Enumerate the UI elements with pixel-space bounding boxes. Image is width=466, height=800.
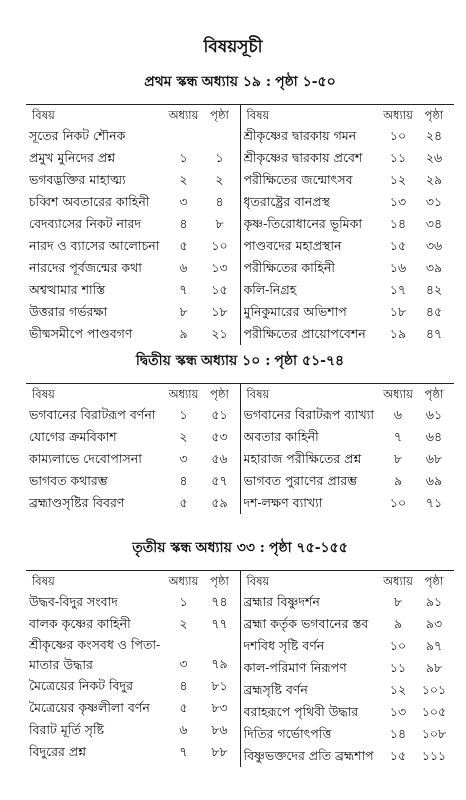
toc-page: ৭৭ xyxy=(211,616,228,631)
toc-topic: বিষ্ণুভক্তদের প্রতি ব্রহ্মশাপ xyxy=(243,748,374,763)
toc-chapter: ১৩ xyxy=(389,194,407,209)
toc-table xyxy=(26,104,454,345)
toc-chapter: ৩ xyxy=(179,656,188,671)
section-part: প্রথম স্কন্ধ xyxy=(144,74,198,90)
toc-topic: চব্বিশ অবতারের কাহিনী xyxy=(29,194,150,209)
toc-row xyxy=(29,719,237,741)
toc-page: ৪৭ xyxy=(425,326,443,341)
toc-page: ২৬ xyxy=(425,150,443,165)
section-heading xyxy=(26,536,454,560)
toc-page: ২ xyxy=(215,172,224,187)
toc-chapter: ৩ xyxy=(179,194,188,209)
toc-row xyxy=(244,745,452,767)
toc-row xyxy=(244,679,452,701)
toc-header-row xyxy=(29,384,237,404)
toc-chapter: ১১ xyxy=(389,150,407,165)
toc-chapter: ৮ xyxy=(393,594,403,609)
toc-page: ২৪ xyxy=(425,128,443,143)
toc-row xyxy=(29,213,237,235)
toc-column-right xyxy=(241,105,455,345)
toc-topic: পাণ্ডবদের মহাপ্রস্থান xyxy=(243,238,342,253)
toc-page: ৪২ xyxy=(425,282,443,297)
toc-row xyxy=(29,235,237,257)
toc-page: ৭৯ xyxy=(211,656,228,671)
section-page-range: পৃষ্ঠা ১-৫০ xyxy=(275,74,336,90)
toc-header-row xyxy=(29,571,237,591)
section-chapter-count: অধ্যায় ১০ : xyxy=(200,353,271,369)
toc-row xyxy=(29,492,237,514)
toc-chapter: ৪ xyxy=(179,473,188,488)
toc-topic: বালক কৃষ্ণের কাহিনী xyxy=(29,616,131,631)
toc-topic: ভগবানের বিরাটরূপ বর্ণনা xyxy=(29,407,156,422)
toc-topic: উদ্ধব-বিদুর সংবাদ xyxy=(29,594,118,609)
toc-page: ৩৪ xyxy=(425,216,443,231)
toc-row xyxy=(29,404,237,426)
toc-topic: পরীক্ষিতের প্রায়োপবেশন xyxy=(243,326,366,341)
toc-topic: ধৃতরাষ্ট্রের বানপ্রস্থ xyxy=(243,194,330,209)
toc-chapter: ৯ xyxy=(179,326,188,341)
toc-page: ২৯ xyxy=(425,172,443,187)
header-topic: বিষয় xyxy=(246,108,270,122)
section-heading xyxy=(26,70,454,94)
header-chapter: অধ্যায় xyxy=(383,387,413,401)
toc-row xyxy=(244,125,452,147)
toc-topic: ব্রহ্মার বিষ্ণুদর্শন xyxy=(243,594,320,609)
toc-chapter: ১ xyxy=(179,594,188,609)
toc-topic: মৈত্রেয়ের নিকট বিদুর xyxy=(29,678,133,693)
toc-page: ৩৯ xyxy=(425,260,443,275)
toc-topic: উত্তরার গর্ভরক্ষা xyxy=(29,304,108,319)
toc-chapter: ২ xyxy=(179,172,188,187)
toc-header-row xyxy=(244,384,452,404)
toc-row xyxy=(244,723,452,745)
toc-row xyxy=(244,635,452,657)
toc-topic: অবতার কাহিনী xyxy=(243,429,319,444)
toc-topic: বরাহরূপে পৃথিবী উদ্ধার xyxy=(243,704,359,719)
section-part: তৃতীয় স্কন্ধ xyxy=(132,540,192,556)
toc-topic: নারদ ও ব্যাসের আলোচনা xyxy=(29,238,160,253)
toc-topic: ভগবদ্ভক্তির মাহাত্ম্য xyxy=(29,172,126,187)
header-chapter: অধ্যায় xyxy=(168,108,199,122)
toc-page: ১১১ xyxy=(421,748,447,763)
toc-column-left xyxy=(26,384,240,514)
header-page: পৃষ্ঠা xyxy=(210,574,229,588)
toc-chapter: ১৪ xyxy=(389,726,407,741)
toc-column-right xyxy=(241,384,455,514)
toc-topic: মহারাজ পরীক্ষিতের প্রশ্ন xyxy=(243,451,362,466)
toc-page: ৫৩ xyxy=(211,429,228,444)
toc-page: ৯৭ xyxy=(425,638,443,653)
toc-page: ১ xyxy=(215,150,224,165)
section-page-range: পৃষ্ঠা ৭৫-১৫৫ xyxy=(268,540,348,556)
header-page: পৃষ্ঠা xyxy=(424,387,444,401)
toc-chapter: ১০ xyxy=(389,128,407,143)
toc-topic: ব্রহ্মাণ্ডসৃষ্টির বিবরণ xyxy=(29,495,125,510)
toc-chapter: ৫ xyxy=(179,700,188,715)
toc-page: ৮৩ xyxy=(211,700,228,715)
toc-page: ৬৯ xyxy=(425,473,443,488)
toc-row xyxy=(29,125,237,147)
toc-chapter: ১৫ xyxy=(389,748,407,763)
toc-row xyxy=(29,635,237,675)
toc-page: ৯৮ xyxy=(425,660,443,675)
toc-topic: ভাগবত পুরাণের প্রারম্ভ xyxy=(243,473,358,488)
header-page: পৃষ্ঠা xyxy=(210,387,229,401)
toc-chapter: ২ xyxy=(179,616,188,631)
toc-page: ৭১ xyxy=(425,495,443,510)
header-topic: বিষয় xyxy=(32,387,55,401)
toc-row xyxy=(29,448,237,470)
toc-chapter: ৫ xyxy=(179,495,188,510)
toc-page: ৮১ xyxy=(211,678,228,693)
toc-row xyxy=(29,613,237,635)
toc-chapter: ১১ xyxy=(389,660,407,675)
toc-page: ১০৮ xyxy=(421,726,447,741)
toc-page: ৩৬ xyxy=(425,238,443,253)
toc-chapter: ৫ xyxy=(179,238,188,253)
toc-chapter: ৯ xyxy=(393,473,403,488)
toc-chapter: ১২ xyxy=(389,172,407,187)
toc-header-row xyxy=(29,105,237,125)
toc-topic: বেদব্যাসের নিকট নারদ xyxy=(29,216,142,231)
toc-table xyxy=(26,570,454,767)
header-page: পৃষ্ঠা xyxy=(210,108,229,122)
toc-topic: দশ-লক্ষণ ব্যাখ্যা xyxy=(243,495,323,510)
toc-row xyxy=(29,426,237,448)
toc-row xyxy=(244,613,452,635)
toc-column-right xyxy=(241,571,455,767)
header-chapter: অধ্যায় xyxy=(383,108,413,122)
toc-chapter: ৬ xyxy=(393,407,403,422)
toc-row xyxy=(29,741,237,763)
toc-topic: কলি-নিগ্রহ xyxy=(243,282,297,297)
toc-chapter: ১৫ xyxy=(389,238,407,253)
header-topic: বিষয় xyxy=(246,574,270,588)
section-chapter-count: অধ্যায় ১৯ : xyxy=(201,74,272,90)
toc-page: ১৮ xyxy=(211,304,228,319)
toc-row xyxy=(244,213,452,235)
toc-row xyxy=(244,235,452,257)
toc-page: ১৩ xyxy=(211,260,228,275)
toc-topic: বিদুরের প্রশ্ন xyxy=(29,744,87,759)
toc-column-left xyxy=(26,105,240,345)
toc-page: ৮৮ xyxy=(211,744,228,759)
toc-chapter: ১৭ xyxy=(389,282,407,297)
toc-row xyxy=(29,279,237,301)
section-chapter-count: অধ্যায় ৩৩ : xyxy=(195,540,265,556)
toc-page: ১৫ xyxy=(211,282,228,297)
toc-topic: পরীক্ষিতের জন্মোৎসব xyxy=(243,172,353,187)
toc-page: ২১ xyxy=(211,326,228,341)
toc-chapter: ৮ xyxy=(393,451,403,466)
toc-topic: কৃষ্ণ-তিরোধানের ভূমিকা xyxy=(243,216,362,231)
toc-topic: কাম্যলাভে দেবোপাসনা xyxy=(29,451,142,466)
toc-row xyxy=(29,191,237,213)
toc-page: ১০১ xyxy=(421,682,447,697)
toc-chapter: ৪ xyxy=(179,216,188,231)
toc-page: ৯৩ xyxy=(425,616,443,631)
toc-topic: পরীক্ষিতের কাহিনী xyxy=(243,260,335,275)
toc-row xyxy=(244,591,452,613)
toc-topic: মৈত্রেয়ের কৃষ্ণলীলা বর্ণন xyxy=(29,700,150,715)
toc-chapter: ১ xyxy=(179,150,188,165)
toc-chapter: ১০ xyxy=(389,638,407,653)
toc-topic: মুনিকুমারের অভিশাপ xyxy=(243,304,347,319)
toc-row xyxy=(29,169,237,191)
section-heading xyxy=(26,349,454,373)
toc-row xyxy=(244,404,452,426)
toc-topic: নারদের পূর্বজন্মের কথা xyxy=(29,260,142,275)
toc-chapter: ১৯ xyxy=(389,326,407,341)
section-second-skandha xyxy=(26,349,454,514)
toc-chapter: ১০ xyxy=(389,495,407,510)
toc-page: ৯১ xyxy=(425,594,443,609)
header-chapter: অধ্যায় xyxy=(168,387,199,401)
section-first-skandha xyxy=(26,70,454,345)
toc-page: ৩১ xyxy=(425,194,443,209)
toc-topic: ভগবানের বিরাটরূপ ব্যাখ্যা xyxy=(243,407,374,422)
toc-page: ৪ xyxy=(215,194,224,209)
toc-page: ৫৬ xyxy=(211,451,228,466)
toc-topic: শ্রীকৃষ্ণের কংসবধ ও পিতা-মাতার উদ্ধার xyxy=(29,637,161,672)
toc-row xyxy=(29,470,237,492)
toc-row xyxy=(244,701,452,723)
toc-page: ১০ xyxy=(211,238,228,253)
toc-page: ৭৪ xyxy=(211,594,228,609)
toc-row xyxy=(244,323,452,345)
header-page: পৃষ্ঠা xyxy=(424,574,444,588)
toc-row xyxy=(29,147,237,169)
toc-page: ১০৫ xyxy=(421,704,447,719)
toc-page: ৫১ xyxy=(211,407,228,422)
header-topic: বিষয় xyxy=(32,108,55,122)
toc-chapter: ১৮ xyxy=(389,304,407,319)
toc-topic: সূতের নিকট শৌনক xyxy=(29,128,126,143)
toc-chapter: ৯ xyxy=(393,616,403,631)
toc-chapter: ৭ xyxy=(393,429,403,444)
toc-page: ৬৮ xyxy=(425,451,443,466)
toc-page: ৬৪ xyxy=(425,429,443,444)
toc-chapter: ২ xyxy=(179,429,188,444)
toc-chapter: ৬ xyxy=(179,260,188,275)
section-page-range: পৃষ্ঠা ৫১-৭৪ xyxy=(274,353,345,369)
section-part: দ্বিতীয় স্কন্ধ xyxy=(135,353,197,369)
toc-topic: শ্রীকৃষ্ণের দ্বারকায় গমন xyxy=(243,128,357,143)
toc-topic: শ্রীকৃষ্ণের দ্বারকায় প্রবেশ xyxy=(243,150,363,165)
toc-chapter: ১৬ xyxy=(389,260,407,275)
toc-page: ৬১ xyxy=(425,407,443,422)
toc-topic: ব্রহ্মা কর্তৃক ভগবানের স্তব xyxy=(243,616,369,631)
header-topic: বিষয় xyxy=(32,574,55,588)
toc-chapter: ৭ xyxy=(179,282,188,297)
toc-page: ৮ xyxy=(215,216,224,231)
toc-page: ৪৫ xyxy=(425,304,443,319)
toc-chapter: ৮ xyxy=(179,304,188,319)
toc-row xyxy=(29,591,237,613)
toc-topic: বিরাট মূর্তি সৃষ্টি xyxy=(29,722,105,737)
toc-row xyxy=(29,301,237,323)
toc-chapter: ৪ xyxy=(179,678,188,693)
toc-row xyxy=(244,169,452,191)
toc-chapter: ৩ xyxy=(179,451,188,466)
page-title: বিষয়সূচী xyxy=(203,37,263,57)
toc-chapter: ১৩ xyxy=(389,704,407,719)
toc-row xyxy=(244,492,452,514)
header-chapter: অধ্যায় xyxy=(383,574,413,588)
section-third-skandha xyxy=(26,536,454,767)
toc-row xyxy=(244,448,452,470)
toc-row xyxy=(244,147,452,169)
toc-row xyxy=(244,301,452,323)
toc-topic: ভাগবত কথারম্ভ xyxy=(29,473,108,488)
toc-row xyxy=(244,470,452,492)
toc-header-row xyxy=(244,571,452,591)
toc-row xyxy=(29,257,237,279)
toc-chapter: ১ xyxy=(179,407,188,422)
toc-topic: ব্রহ্মসৃষ্টি বর্ণন xyxy=(243,682,308,697)
header-page: পৃষ্ঠা xyxy=(424,108,444,122)
toc-row xyxy=(244,657,452,679)
toc-page: ৫৯ xyxy=(211,495,228,510)
toc-topic: কাল-পরিমাণ নিরূপণ xyxy=(243,660,347,675)
toc-chapter: ৭ xyxy=(179,744,188,759)
toc-column-left xyxy=(26,571,240,767)
toc-topic: প্রমুখ মুনিদের প্রশ্ন xyxy=(29,150,116,165)
toc-topic: অশ্বত্থামার শাস্তি xyxy=(29,282,106,297)
toc-topic: দশবিধ সৃষ্টি বর্ণন xyxy=(243,638,325,653)
toc-topic: ভীষ্মসমীপে পাণ্ডবগণ xyxy=(29,326,133,341)
toc-row xyxy=(29,675,237,697)
header-chapter: অধ্যায় xyxy=(168,574,199,588)
header-topic: বিষয় xyxy=(246,387,270,401)
toc-page: ৮৬ xyxy=(211,722,228,737)
toc-table xyxy=(26,383,454,514)
toc-row xyxy=(244,191,452,213)
toc-topic: দিতির গর্ভোৎপত্তি xyxy=(243,726,332,741)
toc-chapter: ১২ xyxy=(389,682,407,697)
toc-chapter: ৬ xyxy=(179,722,188,737)
toc-row xyxy=(244,426,452,448)
toc-page: ৫৭ xyxy=(211,473,228,488)
toc-row xyxy=(244,279,452,301)
toc-row xyxy=(244,257,452,279)
toc-chapter: ১৪ xyxy=(389,216,407,231)
toc-header-row xyxy=(244,105,452,125)
toc-topic: যোগের ক্রমবিকাশ xyxy=(29,429,117,444)
toc-row xyxy=(29,323,237,345)
toc-row xyxy=(29,697,237,719)
